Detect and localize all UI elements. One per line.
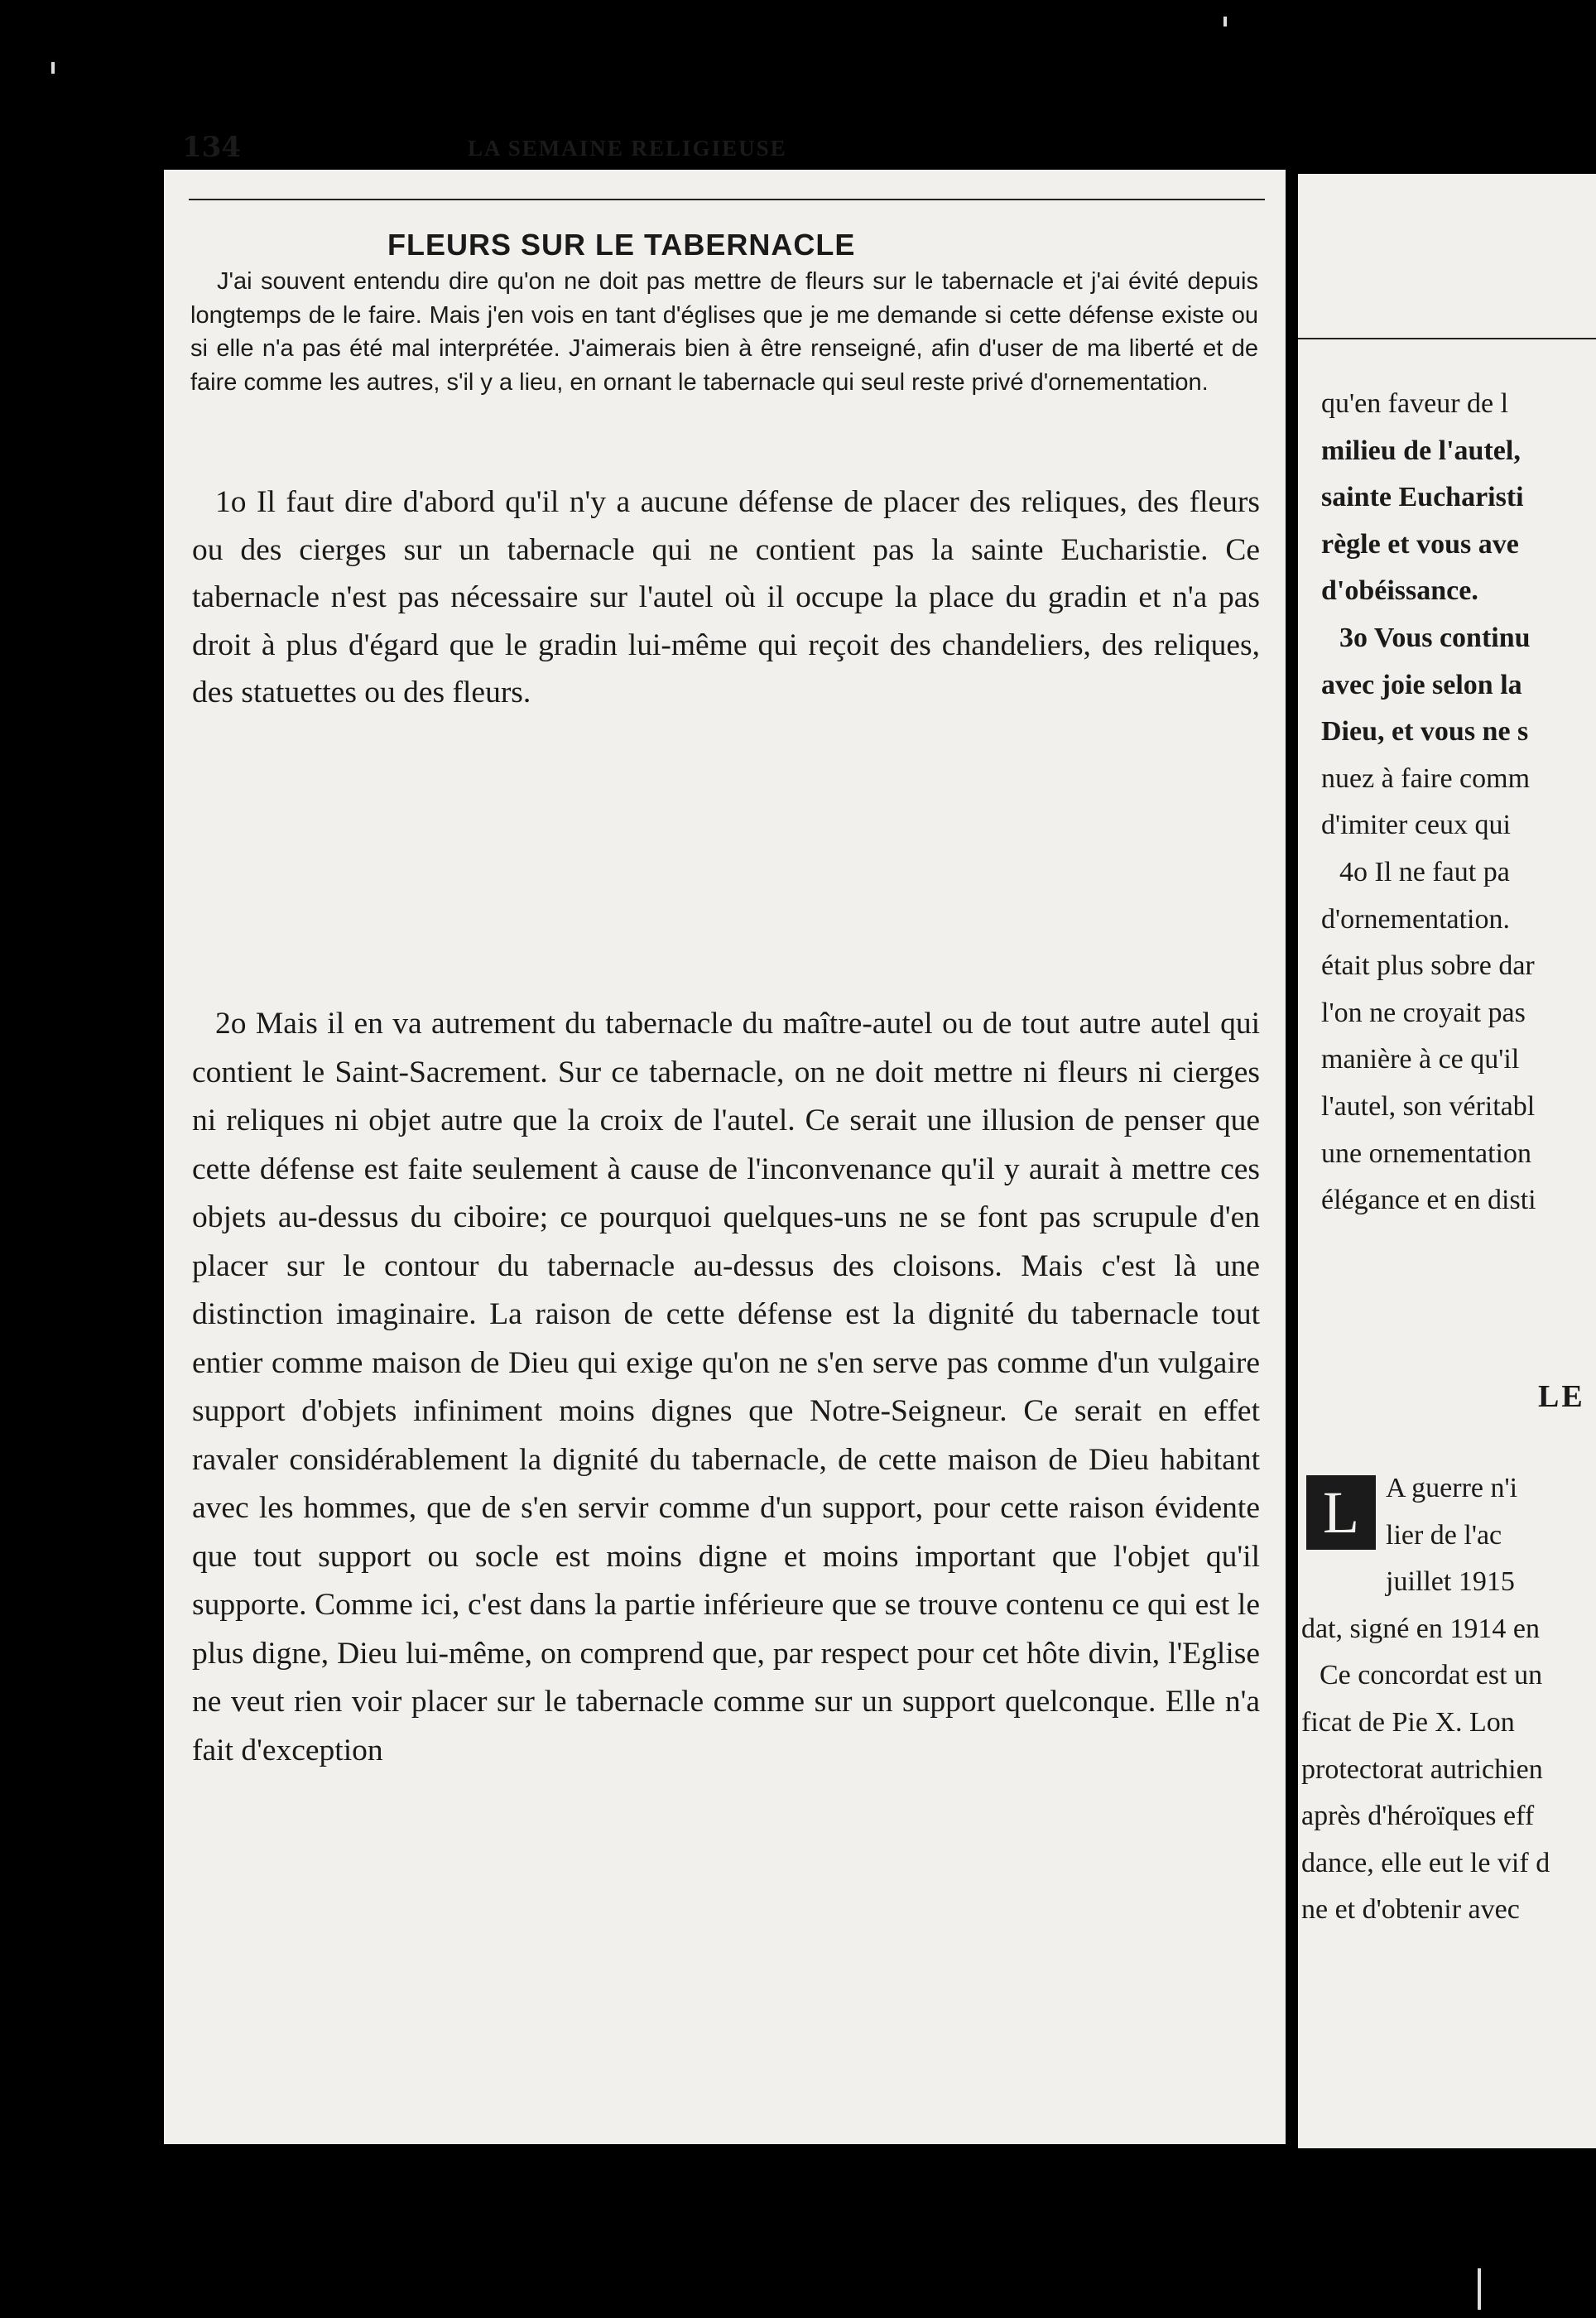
speck [1478, 2268, 1481, 2310]
answer-paragraph-1: 1o Il faut dire d'abord qu'il n'y a aucune défense de placer des reliques, des fleurs ou des cierges sur un tabernacle qui ne contient pas la sainte Eucharistie. Ce tabernacle n'est pas nécessaire sur l'autel où il occupe la place du gradin et n'a pas droit à plus d'égard que le gradin lui-même qui reçoit des chandeliers, des reliques, des statuettes ou des fleurs. [192, 485, 1260, 709]
speck [1223, 17, 1227, 26]
right-page-line: l'autel, son véritabl [1321, 1090, 1536, 1122]
right-page-text-bottom [1301, 1465, 1596, 1934]
right-page-line: après d'héroïques eff [1301, 1801, 1535, 1832]
speck [51, 62, 55, 74]
right-page-line: élégance et en disti [1321, 1185, 1536, 1216]
right-page-line: lier de l'ac [1386, 1519, 1502, 1551]
answer-paragraph-2: 2o Mais il en va autrement du tabernacle du maître-autel ou de tout autre autel qui contient le Saint-Sacrement. Sur ce tabernacle, on ne doit mettre ni fleurs ni cierges ni reliques ni objet autre que la croix de l'autel. Ce serait une illusion de penser que cette défense est faite seulement à cause de l'inconvenance qu'il y aurait à mettre ces objets au-dessus du ciboire; ce pourquoi quelques-uns ne se font pas scrupule d'en placer sur le contour du tabernacle au-dessus des cloisons. Mais c'est là une distinction imaginaire. La raison de cette défense est la dignité du tabernacle tout entier comme maison de Dieu qui exige qu'on ne s'en serve pas comme d'un vulgaire support d'objets infiniment moins dignes que Notre-Seigneur. Ce serait en effet ravaler considérablement la dignité du tabernacle, de cette maison de Dieu habitant avec les hommes, que de s'en servir comme d'un support, pour cette raison évidente que tout support ou socle est moins digne et moins important que l'objet qu'il supporte. Comme ici, c'est dans la partie inférieure que se trouve contenu ce qui est le plus digne, Dieu lui-même, on comprend que, par respect pour cet hôte divin, l'Eglise ne veut rien voir placer sur le tabernacle comme sur un support quelconque. Elle n'a fait d'exception [192, 1007, 1260, 1767]
right-page-line: qu'en faveur de l [1321, 388, 1509, 419]
reader-question: J'ai souvent entendu dire qu'on ne doit pas mettre de fleurs sur le tabernacle et j'ai évité depuis longtemps de le faire. Mais j'en vois en tant d'églises que je me demande si cette défense existe ou si elle n'a pas été mal interprétée. J'aimerais bien à être renseigné, afin d'user de ma liberté et de faire comme les autres, s'il y a lieu, en ornant le tabernacle qui seul reste privé d'ornementation. [190, 268, 1258, 396]
right-page [1298, 174, 1596, 2148]
right-page-text-top [1321, 381, 1596, 1224]
right-page-line: manière à ce qu'il [1321, 1044, 1520, 1075]
header-rule [189, 199, 1265, 200]
right-page-line: règle et vous ave [1321, 528, 1519, 560]
right-page-line: ne et d'obtenir avec [1301, 1894, 1520, 1926]
right-page-line: juillet 1915 [1386, 1566, 1515, 1598]
right-page-line: ficat de Pie X. Lon [1301, 1706, 1515, 1738]
right-page-line: 3o Vous continu [1339, 622, 1531, 653]
right-page-line: sainte Eucharisti [1321, 482, 1524, 513]
right-page-line: avec joie selon la [1321, 669, 1522, 700]
right-page-line: d'obéissance. [1321, 575, 1478, 607]
running-head [182, 131, 1267, 164]
right-page-line: d'imiter ceux qui [1321, 810, 1511, 841]
right-page-line: dat, signé en 1914 en [1301, 1613, 1540, 1644]
right-page-line: Ce concordat est un [1320, 1660, 1543, 1691]
right-page-line: milieu de l'autel, [1321, 435, 1521, 466]
right-page-line: l'on ne croyait pas [1321, 997, 1526, 1028]
page-number: 134 [182, 131, 241, 164]
right-page-line: une ornementation [1321, 1137, 1531, 1169]
drop-cap-initial: L [1306, 1475, 1376, 1550]
running-head-title: LA SEMAINE RELIGIEUSE [468, 136, 787, 161]
right-page-line: Dieu, et vous ne s [1321, 716, 1529, 748]
right-page-line: était plus sobre dar [1321, 950, 1535, 982]
right-page-line: protectorat autrichien [1301, 1753, 1543, 1785]
right-page-line: 4o Il ne faut pa [1339, 856, 1510, 887]
right-page-line: A guerre n'i [1386, 1473, 1518, 1503]
right-page-line: nuez à faire comm [1321, 762, 1531, 794]
article-title: FLEURS SUR LE TABERNACLE [387, 228, 856, 262]
right-page-line: d'ornementation. [1321, 903, 1511, 935]
section-heading: LE [1538, 1379, 1585, 1414]
right-header-rule [1298, 338, 1596, 339]
right-page-line: dance, elle eut le vif d [1301, 1847, 1550, 1878]
